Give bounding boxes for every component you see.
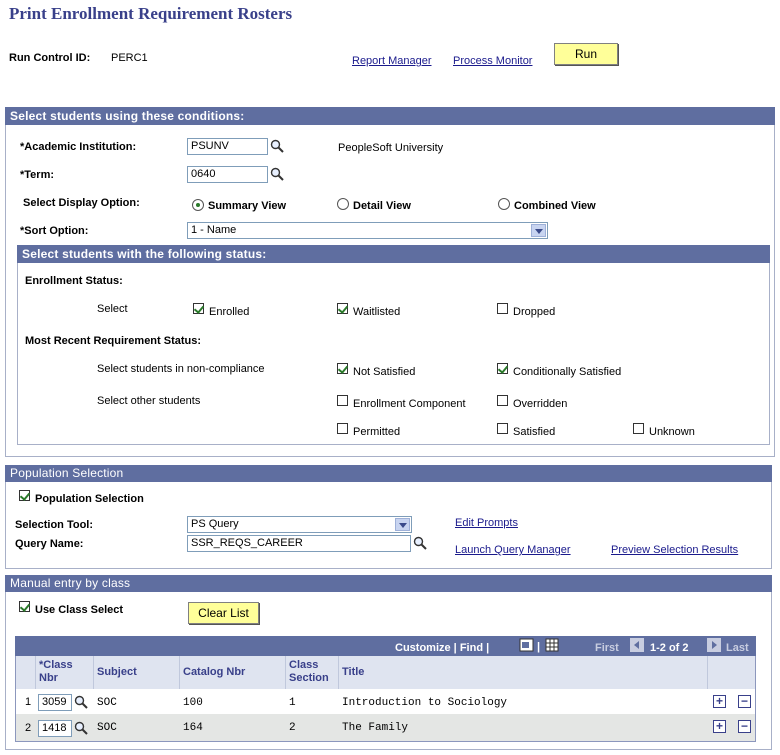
add-row-icon[interactable]: + [713, 720, 726, 733]
sort-option-label: *Sort Option: [20, 225, 89, 237]
title-value: The Family [342, 722, 409, 734]
grid-last-link[interactable]: Last [726, 642, 749, 654]
col-row-num [16, 656, 36, 689]
view-all-icon[interactable] [519, 638, 534, 652]
run-control-value: PERC1 [111, 52, 148, 64]
satisfied-checkbox[interactable] [497, 423, 508, 434]
chevron-down-icon [531, 224, 546, 237]
class-nbr-input[interactable]: 3059 [38, 694, 72, 711]
grid-first-link[interactable]: First [595, 642, 619, 654]
class-lookup-icon[interactable] [74, 721, 88, 735]
section-value: 2 [289, 722, 296, 734]
clear-list-button[interactable]: Clear List [188, 602, 259, 624]
col-catalog-nbr[interactable]: Catalog Nbr [180, 656, 286, 689]
col-title[interactable]: Title [339, 656, 708, 689]
prev-arrow-icon[interactable] [630, 638, 644, 652]
use-class-select-label: Use Class Select [35, 604, 124, 616]
enrolled-checkbox[interactable] [193, 303, 204, 314]
institution-label: *Academic Institution: [20, 141, 137, 153]
grid-range: 1-2 of 2 [650, 642, 689, 654]
run-button[interactable]: Run [554, 43, 618, 65]
col-actions [708, 656, 755, 689]
col-subject[interactable]: Subject [94, 656, 180, 689]
class-nbr-input[interactable]: 1418 [38, 720, 72, 737]
delete-row-icon[interactable]: − [738, 720, 751, 733]
summary-view-radio[interactable] [192, 199, 204, 211]
unknown-label: Unknown [649, 426, 695, 438]
class-lookup-icon[interactable] [74, 695, 88, 709]
catalog-value: 100 [183, 697, 203, 709]
combined-view-radio[interactable] [498, 198, 510, 210]
institution-lookup-icon[interactable] [270, 139, 284, 153]
other-students-label: Select other students [97, 395, 201, 407]
enrollment-component-checkbox[interactable] [337, 395, 348, 406]
enrolled-label: Enrolled [209, 306, 250, 318]
use-class-select-checkbox[interactable] [19, 601, 30, 612]
edit-prompts-link[interactable]: Edit Prompts [455, 517, 518, 529]
page-title: Print Enrollment Requirement Rosters [9, 4, 293, 23]
col-class-nbr[interactable]: *Class Nbr [36, 656, 94, 689]
title-value: Introduction to Sociology [342, 697, 508, 709]
selection-tool-label: Selection Tool: [15, 519, 94, 531]
overridden-label: Overridden [513, 398, 568, 410]
noncompliance-label: Select students in non-compliance [97, 363, 265, 375]
satisfied-label: Satisfied [513, 426, 556, 438]
sort-option-value: 1 - Name [191, 224, 237, 236]
term-label: *Term: [20, 169, 55, 181]
chevron-down-icon [395, 518, 410, 531]
conditionally-satisfied-label: Conditionally Satisfied [513, 366, 622, 378]
section-value: 1 [289, 697, 296, 709]
display-option-label: Select Display Option: [23, 197, 140, 209]
grid-download-icon[interactable] [545, 638, 559, 652]
query-name-input[interactable]: SSR_REQS_CAREER [187, 535, 411, 552]
sort-option-select[interactable] [187, 222, 548, 239]
next-arrow-icon[interactable] [707, 638, 721, 652]
waitlisted-checkbox[interactable] [337, 303, 348, 314]
permitted-checkbox[interactable] [337, 423, 348, 434]
delete-row-icon[interactable]: − [738, 695, 751, 708]
term-input[interactable]: 0640 [187, 166, 268, 183]
term-lookup-icon[interactable] [270, 167, 284, 181]
run-control-label: Run Control ID: [9, 52, 91, 64]
subject-value: SOC [97, 697, 117, 709]
population-selection-checkbox[interactable] [19, 490, 30, 501]
not-satisfied-label: Not Satisfied [353, 366, 416, 378]
waitlisted-label: Waitlisted [353, 306, 401, 318]
summary-view-label: Summary View [208, 200, 287, 212]
catalog-value: 164 [183, 722, 203, 734]
select-label: Select [97, 303, 128, 315]
recent-status-label: Most Recent Requirement Status: [25, 335, 202, 347]
population-selection-label: Population Selection [35, 493, 144, 505]
unknown-checkbox[interactable] [633, 423, 644, 434]
process-monitor-link[interactable]: Process Monitor [453, 55, 533, 67]
selection-tool-value: PS Query [191, 518, 239, 530]
selection-tool-select[interactable] [187, 516, 412, 533]
add-row-icon[interactable]: + [713, 695, 726, 708]
enrollment-status-label: Enrollment Status: [25, 275, 123, 287]
population-header: Population Selection [5, 465, 772, 482]
grid-customize-link[interactable]: Customize [395, 642, 451, 654]
conditionally-satisfied-checkbox[interactable] [497, 363, 508, 374]
overridden-checkbox[interactable] [497, 395, 508, 406]
row-number: 1 [25, 696, 32, 708]
combined-view-label: Combined View [514, 200, 596, 212]
status-header: Select students with the following status: [17, 245, 770, 263]
dropped-label: Dropped [513, 306, 556, 318]
query-lookup-icon[interactable] [413, 536, 427, 550]
permitted-label: Permitted [353, 426, 401, 438]
manual-entry-header: Manual entry by class [5, 575, 772, 592]
not-satisfied-checkbox[interactable] [337, 363, 348, 374]
subject-value: SOC [97, 722, 117, 734]
grid-find-link[interactable]: Find [459, 642, 484, 654]
institution-input[interactable]: PSUNV [187, 138, 268, 155]
query-name-label: Query Name: [15, 538, 84, 550]
detail-view-label: Detail View [353, 200, 411, 212]
dropped-checkbox[interactable] [497, 303, 508, 314]
conditions-header: Select students using these conditions: [5, 107, 775, 125]
launch-query-manager-link[interactable]: Launch Query Manager [455, 544, 571, 556]
grid-toolbar [15, 636, 756, 656]
detail-view-radio[interactable] [337, 198, 349, 210]
institution-description: PeopleSoft University [338, 142, 444, 154]
row-number: 2 [25, 722, 32, 734]
col-class-section[interactable]: Class Section [286, 656, 339, 689]
preview-selection-results-link[interactable]: Preview Selection Results [611, 544, 739, 556]
report-manager-link[interactable]: Report Manager [352, 55, 432, 67]
enrollment-component-label: Enrollment Component [353, 398, 466, 410]
